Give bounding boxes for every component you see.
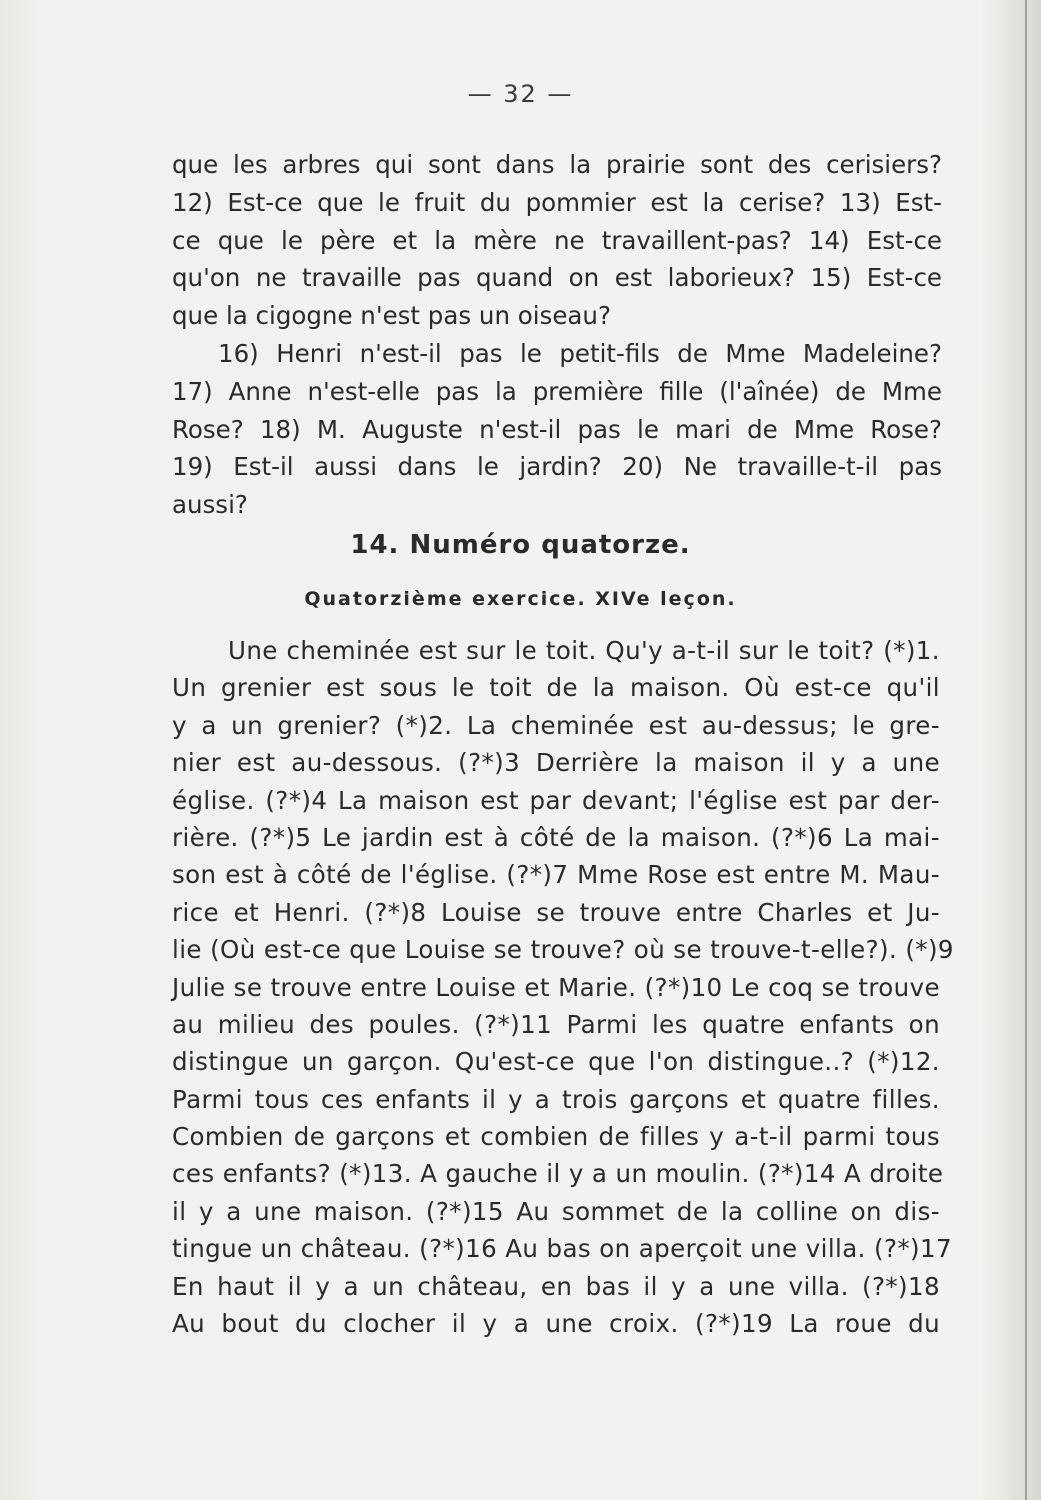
section-heading: 14. Numéro quatorze. xyxy=(350,530,691,560)
exercise-line: son est à côté de l'église. (?*)7 Mme Rose est entre M. Mau- xyxy=(172,860,940,890)
text-line: Rose? 18) M. Auguste n'est-il pas le mari de Mme Rose? xyxy=(172,414,942,444)
text-line: que les arbres qui sont dans la prairie sont des cerisiers? xyxy=(172,150,942,179)
lesson-title: Quatorzième exercice. XIVe leçon. xyxy=(304,588,737,610)
exercise-line: tingue un château. (?*)16 Au bas on aperçoit une villa. (?*)17 xyxy=(172,1234,952,1264)
exercise-line: rice et Henri. (?*)8 Louise se trouve entre Charles et Ju- xyxy=(172,897,940,927)
text-line: 16) Henri n'est-il pas le petit-fils de Mme Madeleine? xyxy=(218,339,942,368)
exercise-line: En haut il y a un château, en bas il y a une villa. (?*)18 xyxy=(172,1271,940,1301)
text-line: qu'on ne travaille pas quand on est laborieux? 15) Est-ce xyxy=(172,263,942,293)
questions-paragraph-2 xyxy=(172,335,942,524)
exercise-line: au milieu des poules. (?*)11 Parmi les quatre enfants on xyxy=(172,1009,940,1039)
exercise-line: nier est au-dessous. (?*)3 Derrière la maison il y a une xyxy=(172,748,940,778)
text-line: ce que le père et la mère ne travaillent-pas? 14) Est-ce xyxy=(172,225,942,255)
exercise-line: rière. (?*)5 Le jardin est à côté de la maison. (?*)6 La mai- xyxy=(172,822,940,852)
questions-paragraph-1 xyxy=(172,146,942,335)
exercise-line: lie (Où est-ce que Louise se trouve? où se trouve-t-elle?). (*)9 xyxy=(172,935,954,965)
text-line: 17) Anne n'est-elle pas la première fille (l'aînée) de Mme xyxy=(172,376,942,406)
exercise-line: distingue un garçon. Qu'est-ce que l'on distingue..? (*)12. xyxy=(172,1047,940,1077)
page-edge xyxy=(1025,0,1027,1500)
exercise-line: Une cheminée est sur le toit. Qu'y a-t-il sur le toit? (*)1. xyxy=(228,636,940,665)
exercise-line: Au bout du clocher il y a une croix. (?*)19 La roue du xyxy=(172,1309,940,1339)
text-line: 19) Est-il aussi dans le jardin? 20) Ne travaille-t-il pas xyxy=(172,452,942,482)
exercise-line: Un grenier est sous le toit de la maison. Où est-ce qu'il xyxy=(172,673,940,703)
exercise-line: y a un grenier? (*)2. La cheminée est au-dessus; le gre- xyxy=(172,710,940,740)
page-number: — 32 — xyxy=(467,80,574,108)
exercise-line: église. (?*)4 La maison est par devant; l'église est par der- xyxy=(172,785,940,815)
exercise-line: Combien de garçons et combien de filles y a-t-il parmi tous xyxy=(172,1122,940,1152)
exercise-line: ces enfants? (*)13. A gauche il y a un moulin. (?*)14 A droite xyxy=(172,1159,944,1189)
exercise-paragraph xyxy=(172,632,954,1342)
text-line: aussi? xyxy=(172,490,248,520)
text-line: que la cigogne n'est pas un oiseau? xyxy=(172,301,611,331)
text-line: 12) Est-ce que le fruit du pommier est la cerise? 13) Est- xyxy=(172,187,942,217)
exercise-line: Parmi tous ces enfants il y a trois garçons et quatre filles. xyxy=(172,1084,940,1114)
exercise-line: il y a une maison. (?*)15 Au sommet de la colline on dis- xyxy=(172,1196,940,1226)
exercise-line: Julie se trouve entre Louise et Marie. (?*)10 Le coq se trouve xyxy=(172,972,940,1002)
